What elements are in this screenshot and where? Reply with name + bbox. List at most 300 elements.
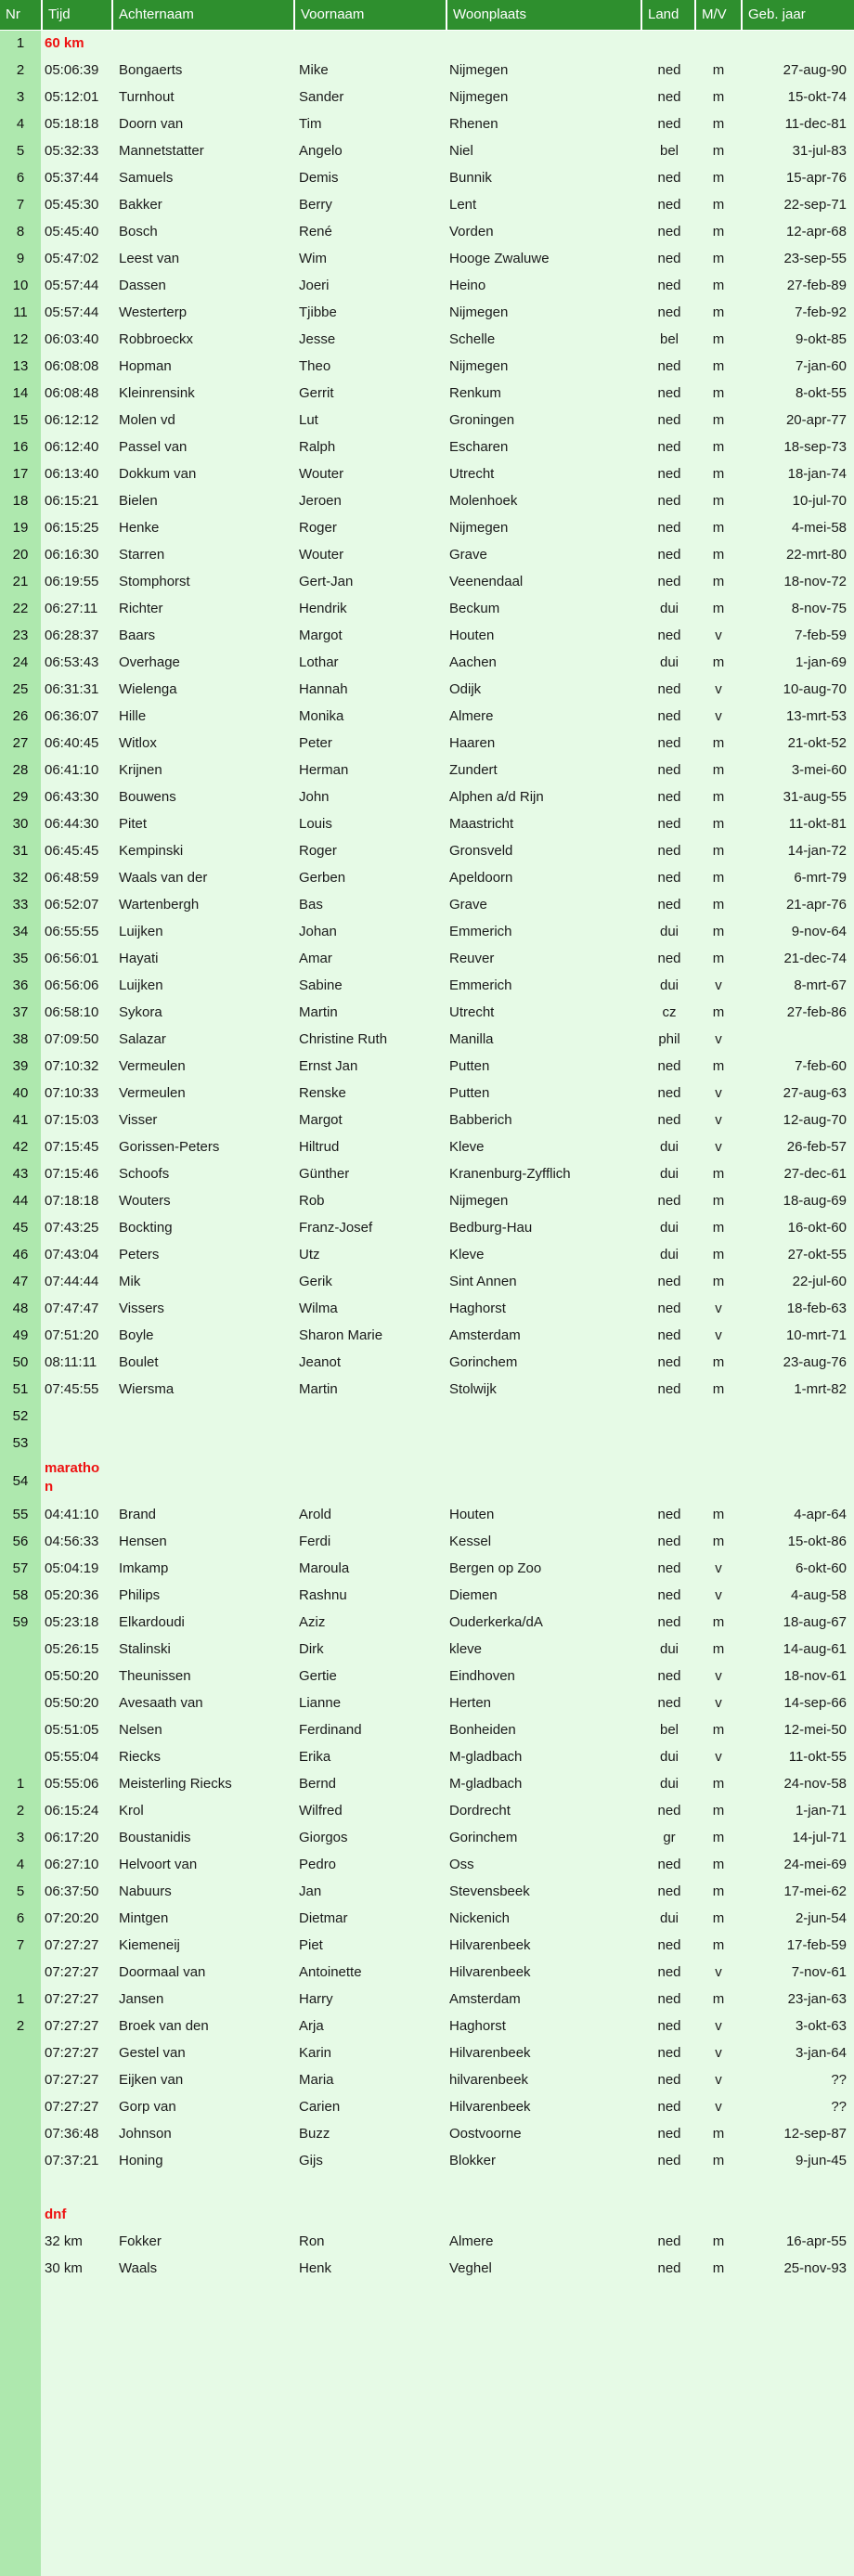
- geb-jaar-cell: 2-jun-54: [795, 1910, 847, 1926]
- mv-cell: v: [715, 708, 722, 724]
- achternaam-cell: Fokker: [119, 2233, 162, 2249]
- geb-jaar-cell: 22-jul-60: [792, 1274, 847, 1289]
- nr-cell: [0, 1663, 41, 1689]
- geb-jaar-cell: 23-aug-76: [783, 1354, 847, 1370]
- woonplaats-cell: Bonheiden: [449, 1722, 516, 1738]
- geb-jaar-cell: 14-sep-66: [783, 1695, 847, 1711]
- voornaam-cell: Gerik: [299, 1274, 332, 1289]
- voornaam-cell: Wilma: [299, 1301, 338, 1316]
- voornaam-cell: Aziz: [299, 1614, 326, 1630]
- tijd-cell: 06:15:21: [45, 493, 99, 509]
- land-cell: ned: [657, 843, 681, 859]
- woonplaats-cell: Nijmegen: [449, 304, 509, 320]
- woonplaats-cell: Nickenich: [449, 1910, 511, 1926]
- section-label: dnf: [45, 2207, 67, 2222]
- table-row: [0, 1555, 854, 1582]
- geb-jaar-cell: 4-mei-58: [791, 520, 847, 536]
- mv-cell: m: [712, 197, 725, 213]
- geb-jaar-cell: 7-feb-92: [795, 304, 847, 320]
- geb-jaar-cell: 31-jul-83: [792, 143, 847, 159]
- table-row: [0, 1689, 854, 1716]
- mv-cell: v: [715, 1327, 722, 1343]
- land-cell: ned: [657, 1937, 681, 1953]
- nr-cell: [0, 2120, 41, 2147]
- tijd-cell: 07:10:32: [45, 1058, 99, 1074]
- nr-cell: 31: [12, 843, 29, 859]
- geb-jaar-cell: 18-nov-61: [783, 1668, 847, 1684]
- achternaam-cell: Hille: [119, 708, 147, 724]
- land-cell: dui: [659, 1139, 679, 1155]
- land-cell: ned: [657, 870, 681, 886]
- mv-cell: v: [715, 2099, 722, 2115]
- woonplaats-cell: Renkum: [449, 385, 501, 401]
- table-row: [0, 218, 854, 245]
- voornaam-cell: Jeanot: [299, 1354, 342, 1370]
- achternaam-cell: Overhage: [119, 654, 180, 670]
- land-cell: ned: [657, 520, 681, 536]
- tijd-cell: 06:08:48: [45, 385, 99, 401]
- nr-cell: [0, 1636, 41, 1663]
- nr-cell: 33: [12, 897, 29, 913]
- tijd-cell: 06:43:30: [45, 789, 99, 805]
- achternaam-cell: Gorp van: [119, 2099, 176, 2115]
- table-row: [0, 1080, 854, 1107]
- table-row: [0, 541, 854, 568]
- tijd-cell: 05:55:06: [45, 1776, 99, 1792]
- geb-jaar-cell: 3-mei-60: [791, 762, 847, 778]
- achternaam-cell: Samuels: [119, 170, 174, 186]
- geb-jaar-cell: 11-okt-81: [788, 816, 847, 832]
- mv-cell: v: [715, 1301, 722, 1316]
- table-row: [0, 1026, 854, 1053]
- voornaam-cell: Christine Ruth: [299, 1031, 388, 1047]
- nr-cell: [0, 1689, 41, 1716]
- mv-cell: v: [715, 1560, 722, 1576]
- achternaam-cell: Sykora: [119, 1004, 162, 1020]
- voornaam-cell: Berry: [299, 197, 332, 213]
- voornaam-cell: Peter: [299, 735, 332, 751]
- land-cell: dui: [659, 1220, 679, 1236]
- nr-cell: [0, 2093, 41, 2120]
- mv-cell: m: [712, 1220, 725, 1236]
- tijd-cell: 06:56:01: [45, 951, 99, 966]
- tijd-cell: 06:27:11: [45, 601, 98, 616]
- woonplaats-cell: Dordrecht: [449, 1803, 511, 1819]
- mv-cell: m: [712, 735, 725, 751]
- achternaam-cell: Wouters: [119, 1193, 171, 1209]
- geb-jaar-cell: 22-sep-71: [783, 197, 847, 213]
- voornaam-cell: Antoinette: [299, 1964, 362, 1980]
- geb-jaar-cell: 26-feb-57: [786, 1139, 847, 1155]
- land-cell: ned: [657, 412, 681, 428]
- section-header-row: [0, 30, 854, 57]
- tijd-cell: 07:51:20: [45, 1327, 99, 1343]
- nr-cell: [0, 1716, 41, 1743]
- land-cell: dui: [659, 977, 679, 993]
- nr-cell: 1: [16, 1991, 25, 2007]
- tijd-cell: 05:06:39: [45, 62, 99, 78]
- nr-cell: 1: [16, 35, 25, 51]
- tijd-cell: 07:10:33: [45, 1085, 99, 1101]
- nr-cell: 29: [12, 789, 29, 805]
- tijd-cell: 06:53:43: [45, 654, 99, 670]
- tijd-cell: 06:45:45: [45, 843, 99, 859]
- geb-jaar-cell: 23-sep-55: [783, 251, 847, 266]
- land-cell: ned: [657, 897, 681, 913]
- land-cell: ned: [657, 197, 681, 213]
- woonplaats-cell: Odijk: [449, 681, 482, 697]
- achternaam-cell: Henke: [119, 520, 160, 536]
- voornaam-cell: Gerben: [299, 870, 346, 886]
- nr-cell: 7: [16, 197, 25, 213]
- header-achternaam: Achternaam: [111, 0, 293, 30]
- woonplaats-cell: Stolwijk: [449, 1381, 497, 1397]
- geb-jaar-cell: 17-feb-59: [786, 1937, 847, 1953]
- voornaam-cell: Lianne: [299, 1695, 342, 1711]
- geb-jaar-cell: 3-jan-64: [795, 2045, 847, 2061]
- woonplaats-cell: Houten: [449, 628, 495, 643]
- mv-cell: m: [712, 654, 725, 670]
- woonplaats-cell: Almere: [449, 708, 494, 724]
- tijd-cell: 06:19:55: [45, 574, 99, 589]
- table-row: [0, 757, 854, 783]
- table-row: [0, 1349, 854, 1376]
- voornaam-cell: Hiltrud: [299, 1139, 340, 1155]
- land-cell: ned: [657, 1695, 681, 1711]
- achternaam-cell: Gestel van: [119, 2045, 186, 2061]
- land-cell: ned: [657, 2126, 681, 2142]
- land-cell: dui: [659, 601, 679, 616]
- woonplaats-cell: Kranenburg-Zyfflich: [449, 1166, 571, 1182]
- nr-cell: 11: [13, 304, 28, 320]
- achternaam-cell: Dassen: [119, 278, 166, 293]
- mv-cell: m: [712, 1354, 725, 1370]
- voornaam-cell: Gerrit: [299, 385, 334, 401]
- voornaam-cell: Wouter: [299, 547, 344, 563]
- tijd-cell: 06:13:40: [45, 466, 99, 482]
- header-geb-jaar: Geb. jaar: [741, 0, 854, 30]
- table-row: [0, 326, 854, 353]
- mv-cell: v: [715, 977, 722, 993]
- mv-cell: m: [712, 1166, 725, 1182]
- nr-cell: 25: [12, 681, 29, 697]
- mv-cell: v: [715, 681, 722, 697]
- land-cell: dui: [659, 1910, 679, 1926]
- nr-cell: 38: [12, 1031, 29, 1047]
- land-cell: gr: [663, 1830, 676, 1845]
- nr-cell: 40: [12, 1085, 29, 1101]
- voornaam-cell: Bernd: [299, 1776, 337, 1792]
- mv-cell: m: [712, 574, 725, 589]
- geb-jaar-cell: 27-aug-63: [783, 1085, 847, 1101]
- voornaam-cell: Demis: [299, 170, 339, 186]
- woonplaats-cell: Maastricht: [449, 816, 514, 832]
- achternaam-cell: Passel van: [119, 439, 188, 455]
- geb-jaar-cell: 24-nov-58: [783, 1776, 847, 1792]
- woonplaats-cell: Kessel: [449, 1534, 492, 1549]
- nr-cell: 23: [12, 628, 29, 643]
- land-cell: phil: [658, 1031, 680, 1047]
- table-row: [0, 1932, 854, 1959]
- woonplaats-cell: Nijmegen: [449, 358, 509, 374]
- achternaam-cell: Bouwens: [119, 789, 176, 805]
- woonplaats-cell: Bedburg-Hau: [449, 1220, 533, 1236]
- table-row: [0, 837, 854, 864]
- tijd-cell: 06:08:08: [45, 358, 99, 374]
- mv-cell: m: [712, 466, 725, 482]
- woonplaats-cell: Nijmegen: [449, 520, 509, 536]
- mv-cell: m: [712, 789, 725, 805]
- voornaam-cell: Erika: [299, 1749, 331, 1765]
- tijd-cell: 32 km: [45, 2233, 83, 2249]
- nr-cell: 5: [16, 1883, 25, 1899]
- voornaam-cell: Martin: [299, 1381, 338, 1397]
- geb-jaar-cell: 12-apr-68: [785, 224, 847, 239]
- geb-jaar-cell: 9-nov-64: [791, 924, 847, 939]
- woonplaats-cell: Sint Annen: [449, 1274, 517, 1289]
- achternaam-cell: Wielenga: [119, 681, 177, 697]
- table-row: [0, 2120, 854, 2147]
- nr-cell: 22: [12, 601, 29, 616]
- woonplaats-cell: M-gladbach: [449, 1749, 523, 1765]
- land-cell: ned: [657, 1301, 681, 1316]
- table-row: [0, 2093, 854, 2120]
- land-cell: ned: [657, 358, 681, 374]
- land-cell: ned: [657, 816, 681, 832]
- tijd-cell: 06:17:20: [45, 1830, 99, 1845]
- mv-cell: m: [712, 547, 725, 563]
- tijd-cell: 05:26:15: [45, 1641, 99, 1657]
- woonplaats-cell: Putten: [449, 1058, 490, 1074]
- geb-jaar-cell: 16-okt-60: [787, 1220, 847, 1236]
- voornaam-cell: Monika: [299, 708, 344, 724]
- geb-jaar-cell: 14-aug-61: [783, 1641, 847, 1657]
- tijd-cell: 07:27:27: [45, 2099, 99, 2115]
- nr-cell: [0, 2174, 41, 2201]
- achternaam-cell: Pitet: [119, 816, 148, 832]
- woonplaats-cell: Haghorst: [449, 1301, 506, 1316]
- achternaam-cell: Bielen: [119, 493, 158, 509]
- land-cell: ned: [657, 439, 681, 455]
- geb-jaar-cell: 24-mei-69: [783, 1857, 847, 1872]
- nr-cell: 2: [16, 2018, 25, 2034]
- achternaam-cell: Vermeulen: [119, 1085, 186, 1101]
- voornaam-cell: Dirk: [299, 1641, 324, 1657]
- mv-cell: m: [712, 1883, 725, 1899]
- voornaam-cell: Ron: [299, 2233, 325, 2249]
- voornaam-cell: Ralph: [299, 439, 336, 455]
- woonplaats-cell: Molenhoek: [449, 493, 518, 509]
- land-cell: ned: [657, 2153, 681, 2168]
- achternaam-cell: Schoofs: [119, 1166, 170, 1182]
- geb-jaar-cell: 16-apr-55: [785, 2233, 847, 2249]
- woonplaats-cell: Hilvarenbeek: [449, 2045, 531, 2061]
- voornaam-cell: Theo: [299, 358, 331, 374]
- table-row: [0, 1770, 854, 1797]
- table-row: [0, 460, 854, 487]
- woonplaats-cell: Houten: [449, 1507, 495, 1522]
- land-cell: ned: [657, 278, 681, 293]
- nr-cell: 50: [12, 1354, 29, 1370]
- tijd-cell: 06:55:55: [45, 924, 99, 939]
- voornaam-cell: Renske: [299, 1085, 346, 1101]
- nr-cell: 54: [12, 1473, 29, 1489]
- tijd-cell: 06:16:30: [45, 547, 99, 563]
- tijd-cell: 06:48:59: [45, 870, 99, 886]
- geb-jaar-cell: 23-jan-63: [787, 1991, 847, 2007]
- achternaam-cell: Jansen: [119, 1991, 164, 2007]
- woonplaats-cell: Nijmegen: [449, 62, 509, 78]
- achternaam-cell: Mannetstatter: [119, 143, 204, 159]
- table-row: [0, 2255, 854, 2282]
- tijd-cell: 07:09:50: [45, 1031, 99, 1047]
- mv-cell: m: [712, 1004, 725, 1020]
- voornaam-cell: Maria: [299, 2072, 334, 2088]
- achternaam-cell: Wartenbergh: [119, 897, 200, 913]
- voornaam-cell: Arja: [299, 2018, 324, 2034]
- voornaam-cell: Joeri: [299, 278, 330, 293]
- nr-cell: 9: [16, 251, 25, 266]
- geb-jaar-cell: 4-aug-58: [790, 1587, 847, 1603]
- voornaam-cell: Sander: [299, 89, 344, 105]
- tijd-cell: 06:15:24: [45, 1803, 99, 1819]
- land-cell: ned: [657, 62, 681, 78]
- table-row: [0, 1430, 854, 1456]
- achternaam-cell: Bakker: [119, 197, 162, 213]
- land-cell: ned: [657, 1614, 681, 1630]
- mv-cell: v: [715, 1139, 722, 1155]
- table-row: [0, 1241, 854, 1268]
- land-cell: ned: [657, 2260, 681, 2276]
- table-row: [0, 810, 854, 837]
- mv-cell: m: [712, 1058, 725, 1074]
- geb-jaar-cell: 9-jun-45: [795, 2153, 847, 2168]
- tijd-cell: 07:27:27: [45, 2018, 99, 2034]
- tijd-cell: 05:12:01: [45, 89, 99, 105]
- nr-cell: [0, 2147, 41, 2174]
- achternaam-cell: Luijken: [119, 924, 163, 939]
- voornaam-cell: Hannah: [299, 681, 348, 697]
- voornaam-cell: Rob: [299, 1193, 325, 1209]
- tijd-cell: 07:27:27: [45, 1991, 99, 2007]
- nr-cell: 42: [12, 1139, 29, 1155]
- mv-cell: v: [715, 1964, 722, 1980]
- table-row: [0, 1133, 854, 1160]
- mv-cell: m: [712, 2126, 725, 2142]
- table-row: [0, 1582, 854, 1609]
- tijd-cell: 05:45:30: [45, 197, 99, 213]
- table-row: [0, 1214, 854, 1241]
- achternaam-cell: Johnson: [119, 2126, 172, 2142]
- achternaam-cell: Riecks: [119, 1749, 162, 1765]
- land-cell: ned: [657, 628, 681, 643]
- achternaam-cell: Luijken: [119, 977, 163, 993]
- nr-cell: 2: [16, 62, 25, 78]
- table-row: [0, 245, 854, 272]
- land-cell: ned: [657, 2045, 681, 2061]
- achternaam-cell: Theunissen: [119, 1668, 191, 1684]
- mv-cell: m: [712, 924, 725, 939]
- land-cell: ned: [657, 1991, 681, 2007]
- achternaam-cell: Bongaerts: [119, 62, 183, 78]
- achternaam-cell: Vermeulen: [119, 1058, 186, 1074]
- mv-cell: m: [712, 2260, 725, 2276]
- nr-cell: [0, 2255, 41, 2282]
- woonplaats-cell: Bergen op Zoo: [449, 1560, 542, 1576]
- woonplaats-cell: Beckum: [449, 601, 500, 616]
- achternaam-cell: Waals: [119, 2260, 158, 2276]
- voornaam-cell: Wim: [299, 251, 327, 266]
- tijd-cell: 06:37:50: [45, 1883, 99, 1899]
- nr-cell: 16: [12, 439, 29, 455]
- woonplaats-cell: Aachen: [449, 654, 497, 670]
- nr-cell: [0, 1959, 41, 1986]
- mv-cell: m: [712, 1247, 725, 1262]
- table-row: [0, 2039, 854, 2066]
- table-row: [0, 2013, 854, 2039]
- nr-cell: 24: [12, 654, 29, 670]
- mv-cell: v: [715, 2018, 722, 2034]
- tijd-cell: 06:12:40: [45, 439, 99, 455]
- voornaam-cell: Jesse: [299, 331, 336, 347]
- table-row: [0, 1501, 854, 1528]
- voornaam-cell: Angelo: [299, 143, 343, 159]
- tijd-cell: 07:27:27: [45, 1964, 99, 1980]
- voornaam-cell: Ferdinand: [299, 1722, 362, 1738]
- nr-cell: 59: [12, 1614, 29, 1630]
- nr-cell: 20: [12, 547, 29, 563]
- section-header-row: [0, 2201, 854, 2228]
- geb-jaar-cell: 25-nov-93: [783, 2260, 847, 2276]
- table-row: [0, 1609, 854, 1636]
- tijd-cell: 07:15:45: [45, 1139, 99, 1155]
- land-cell: dui: [659, 1776, 679, 1792]
- nr-cell: 47: [12, 1274, 29, 1289]
- woonplaats-cell: Utrecht: [449, 1004, 495, 1020]
- geb-jaar-cell: 27-okt-55: [787, 1247, 847, 1262]
- table-row: [0, 1878, 854, 1905]
- geb-jaar-cell: 18-aug-67: [783, 1614, 847, 1630]
- woonplaats-cell: Escharen: [449, 439, 509, 455]
- nr-cell: 19: [12, 520, 29, 536]
- header-woonplaats: Woonplaats: [446, 0, 640, 30]
- voornaam-cell: Margot: [299, 628, 343, 643]
- table-row: [0, 918, 854, 945]
- geb-jaar-cell: 13-mrt-53: [785, 708, 847, 724]
- nr-cell: 21: [12, 574, 29, 589]
- achternaam-cell: Wiersma: [119, 1381, 175, 1397]
- table-row: [0, 1824, 854, 1851]
- nr-cell: 3: [16, 89, 25, 105]
- table-row: [0, 1905, 854, 1932]
- tijd-cell: 05:55:04: [45, 1749, 99, 1765]
- mv-cell: m: [712, 951, 725, 966]
- voornaam-cell: Roger: [299, 520, 337, 536]
- achternaam-cell: Krol: [119, 1803, 144, 1819]
- mv-cell: v: [715, 1668, 722, 1684]
- mv-cell: m: [712, 143, 725, 159]
- nr-cell: 5: [16, 143, 25, 159]
- tijd-cell: 06:58:10: [45, 1004, 99, 1020]
- mv-cell: m: [712, 1803, 725, 1819]
- achternaam-cell: Visser: [119, 1112, 158, 1128]
- mv-cell: v: [715, 1749, 722, 1765]
- tijd-cell: 06:44:30: [45, 816, 99, 832]
- tijd-cell: 05:23:18: [45, 1614, 99, 1630]
- land-cell: ned: [657, 170, 681, 186]
- woonplaats-cell: Kleve: [449, 1247, 485, 1262]
- woonplaats-cell: Alphen a/d Rijn: [449, 789, 544, 805]
